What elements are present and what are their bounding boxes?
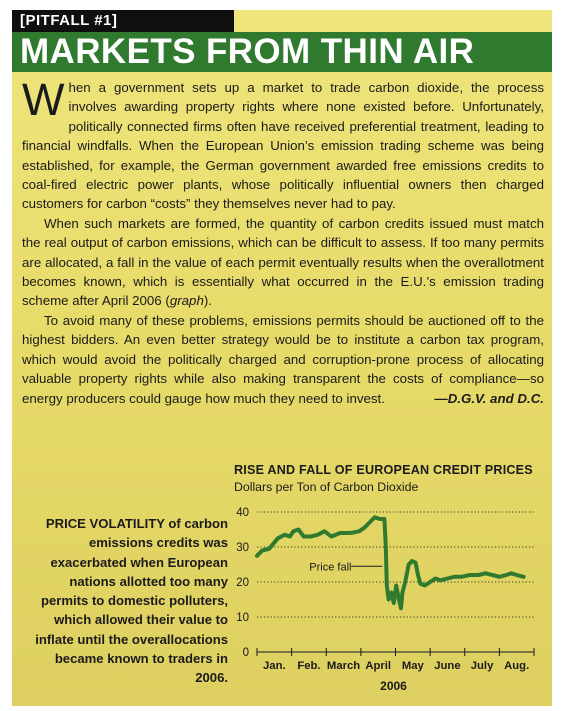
paragraph-1-text: hen a government sets up a market to trade carbon dioxide, the process involves awarding property rights where none existed before. Unfortunately, politically connected firms often have received preferential treatment, leading to financial windfalls. When the European Union’s emission trading scheme was being established, for example, the German government awarded free emissions credits to coal-fired electric power plants, whose politically influential owners then charged customers for carbon “costs” they themselves never had to pay. [22, 80, 544, 212]
paragraph-3-text: To avoid many of these problems, emissions permits should be auctioned off to the highest bidders. An even better strategy would be to institute a carbon tax program, which would avoid the politically charged and corruption-prone process of allocating valuable property rights while also making transparent the costs of compliance—so energy producers could gauge how much they need to invest. [22, 312, 544, 406]
x-tick-label: June [434, 660, 461, 672]
x-tick-label: Feb. [297, 660, 321, 672]
x-tick-label: May [401, 660, 424, 672]
drop-cap: W [22, 74, 65, 125]
graph-reference: graph [169, 293, 204, 309]
paragraph-2-end: ). [203, 293, 212, 309]
y-tick-label: 0 [242, 647, 249, 659]
article-body [22, 74, 544, 408]
x-tick-label: Aug. [504, 660, 530, 672]
y-tick-label: 30 [236, 542, 249, 554]
y-tick-label: 40 [236, 507, 249, 519]
chart-caption [30, 514, 228, 688]
y-tick-label: 20 [236, 577, 249, 589]
caption-lead: PRICE VOLATILITY [45, 516, 165, 531]
x-tick-label: Jan. [263, 660, 286, 672]
chart-title: RISE AND FALL OF EUROPEAN CREDIT PRICES [234, 463, 533, 477]
x-tick-label: March [326, 660, 361, 672]
caption-text: of carbon emissions credits was exacerbated when European nations allotted too many permits to domestic polluters, which allowed their value to inflate until the overallocations became known to traders in 2006. [35, 516, 228, 686]
price-chart [230, 496, 545, 701]
chart-subtitle: Dollars per Ton of Carbon Dioxide [234, 480, 419, 494]
kicker-label: [PITFALL #1] [12, 10, 234, 32]
author-signature: —D.G.V. and D.C. [434, 390, 544, 406]
x-tick-label: July [470, 660, 494, 672]
x-tick-label: April [365, 660, 392, 672]
y-tick-label: 10 [236, 612, 249, 624]
price-fall-annotation: Price fall [309, 561, 352, 574]
paragraph-1 [22, 74, 544, 214]
x-axis-label: 2006 [380, 679, 407, 693]
paragraph-2 [22, 214, 544, 311]
price-series-line [257, 517, 524, 608]
headline: MARKETS FROM THIN AIR [12, 32, 552, 72]
paragraph-3 [22, 311, 544, 408]
paragraph-2-text: When such markets are formed, the quantity of carbon credits issued must match the real output of carbon emissions, which can be difficult to assess. If too many permits are allocated, a fall in the value of each permit eventually results when the overallotment becomes known, which is essentially what occurred in the E.U.’s emission trading scheme after April 2006 ( [22, 215, 544, 309]
